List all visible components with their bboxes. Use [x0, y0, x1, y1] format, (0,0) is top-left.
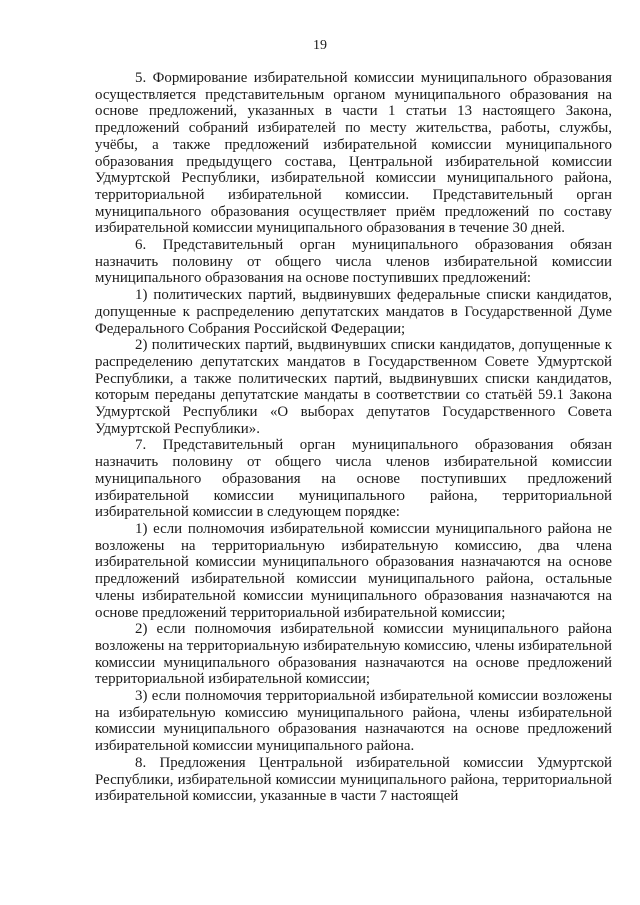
paragraph-part-5: 5. Формирование избирательной комиссии муниципального образования осуществляется представительным органом муниципального образования на основе предложений, указанных в части 1 статьи 13 настоящего Закона, предложений собраний избирателей по месту жительства, работы, службы, учёбы, а также предложений избирательной комиссии муниципального образования предыдущего состава, Центральной избирательной комиссии Удмуртской Республики, избирательной комиссии муниципального района, территориальной избирательной комиссии. Представительный орган муниципального образования осуществляет приём предложений по составу избирательной комиссии муниципального образования в течение 30 дней. [95, 70, 612, 237]
paragraph-part-6-item-1: 1) политических партий, выдвинувших федеральные списки кандидатов, допущенные к распределению депутатских мандатов в Государственной Думе Федерального Собрания Российской Федерации; [95, 287, 612, 337]
paragraph-part-7-item-3: 3) если полномочия территориальной избирательной комиссии возложены на избирательную комиссию муниципального района, члены избирательной комиссии муниципального образования назначаются на основе предложений избирательной комиссии муниципального района. [95, 688, 612, 755]
paragraph-part-8: 8. Предложения Центральной избирательной комиссии Удмуртской Республики, избирательной комиссии муниципального района, территориальной избирательной комиссии, указанные в части 7 настоящей [95, 754, 612, 805]
paragraph-part-6: 6. Представительный орган муниципального образования обязан назначить половину от общего числа членов избирательной комиссии муниципального образования на основе поступивших предложений: [95, 237, 612, 287]
paragraph-part-7: 7. Представительный орган муниципального образования обязан назначить половину от общего числа членов избирательной комиссии муниципального образования на основе поступивших предложений избирательной комиссии муниципального района, территориальной избирательной комиссии в следующем порядке: [95, 437, 612, 521]
page-number: 19 [313, 38, 327, 53]
document-body [95, 70, 612, 805]
paragraph-part-7-item-2: 2) если полномочия избирательной комиссии муниципального района возложены на территориальную избирательную комиссию, члены избирательной комиссии муниципального образования назначаются на основе предложений территориальной избирательной комиссии; [95, 621, 612, 688]
paragraph-part-6-item-2: 2) политических партий, выдвинувших списки кандидатов, допущенные к распределению депутатских мандатов в Государственном Совете Удмуртской Республики, а также политических партий, выдвинувших списки кандидатов, которым переданы депутатские мандаты в соответствии со статьёй 59.1 Закона Удмуртской Республики «О выборах депутатов Государственного Совета Удмуртской Республики». [95, 337, 612, 437]
paragraph-part-7-item-1: 1) если полномочия избирательной комиссии муниципального района не возложены на территориальную избирательную комиссию, два члена избирательной комиссии муниципального образования назначаются на основе предложений избирательной комиссии муниципального района, остальные члены избирательной комиссии муниципального образования назначаются на основе предложений территориальной избирательной комиссии; [95, 520, 612, 621]
